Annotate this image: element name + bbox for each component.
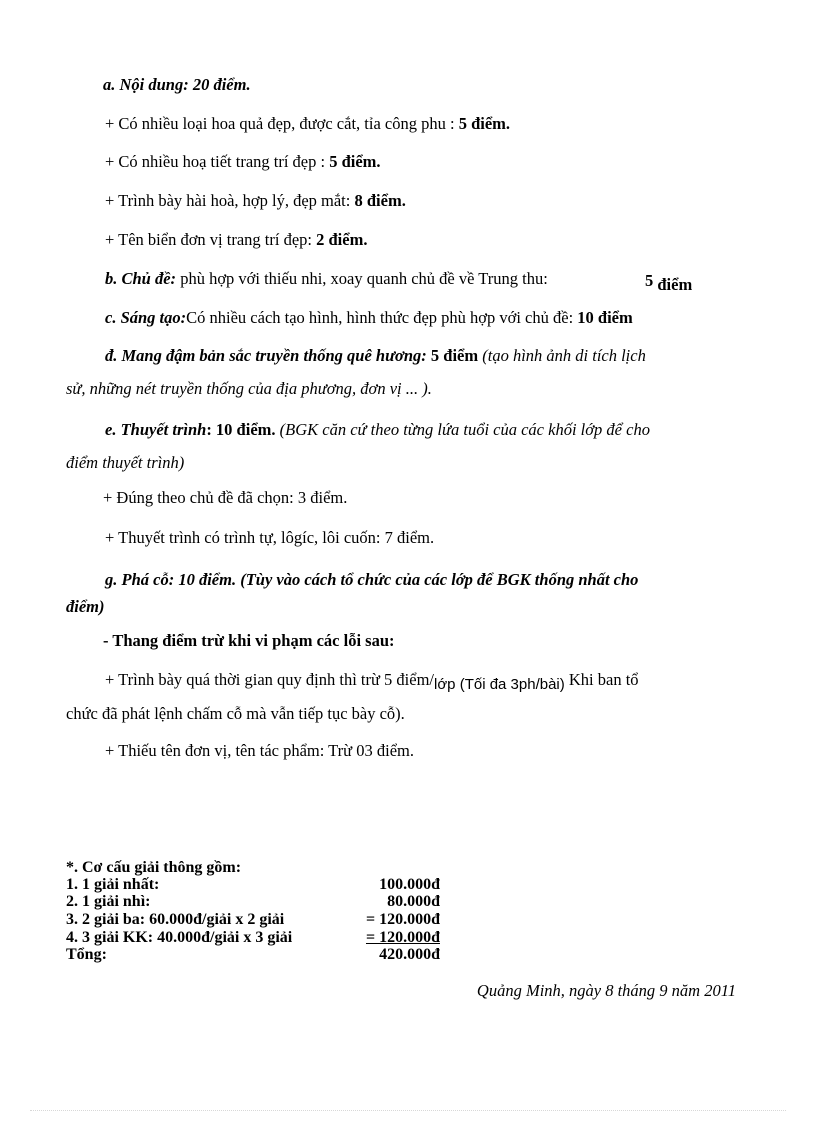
criterion-e1: + Đúng theo chủ đề đã chọn: 3 điểm. [103,488,348,507]
section-b-points-num: 5 [645,271,654,290]
prize-row-2-label: 2. 1 giải nhì: [66,893,151,910]
prize-total-label: Tổng: [66,946,107,963]
section-d-note-2: sử, những nét truyền thống của địa phương, đơn vị ... ). [66,379,432,398]
section-b-label: b. Chủ đề: [105,269,177,288]
section-e-points: : 10 điểm. [206,420,276,439]
section-e-note-1: (BGK căn cứ theo từng lứa tuổi của các khối lớp để cho [279,420,650,439]
section-a-title: a. Nội dung: 20 điểm. [103,75,251,94]
deduction-1-part-c: Khi ban tổ [568,670,639,689]
deduction-1 [105,669,639,692]
prize-row-4-label: 4. 3 giải KK: 40.000đ/giải x 3 giải [66,929,293,946]
criterion-a3 [105,190,406,212]
section-b-text: phù hợp với thiếu nhi, xoay quanh chủ đề về Trung thu: [180,269,548,288]
section-e [105,419,650,441]
criterion-a1-text: + Có nhiều loại hoa quả đẹp, được cắt, tỉa công phu : [105,114,455,133]
deduction-1-part-b: lớp (Tối đa 3ph/bài) [434,676,565,693]
section-c-points: 10 điểm [577,308,633,327]
prize-row-1-label: 1. 1 giải nhất: [66,876,160,893]
prize-row-2-amount: 80.000đ [387,893,440,910]
section-b [105,268,548,290]
criterion-a4 [105,229,367,251]
section-c-text: Có nhiều cách tạo hình, hình thức đẹp phù hợp với chủ đề: [186,308,574,327]
deduction-1-part-a: + Trình bày quá thời gian quy định thì trừ 5 điểm/ [105,670,435,689]
section-d-note-1: (tạo hình ảnh di tích lịch [482,346,646,365]
section-b-points [645,270,692,292]
criterion-a2 [105,151,381,173]
criterion-a2-points: 5 điểm. [329,152,381,171]
deduction-2: + Thiếu tên đơn vị, tên tác phẩm: Trừ 03 điểm. [105,741,414,760]
criterion-a3-text: + Trình bày hài hoà, hợp lý, đẹp mắt: [105,191,351,210]
prize-row-1-amount: 100.000đ [379,876,440,893]
section-g-note-1: (Tùy vào cách tổ chức của các lớp để BGK thống nhất cho [240,570,639,589]
section-g-note-2: điểm) [66,597,105,616]
prize-row-3-amount: = 120.000đ [365,911,440,928]
criterion-a1-points: 5 điểm. [458,114,511,133]
section-d [105,345,646,367]
prize-row-4-amount: = 120.000đ [365,929,440,946]
section-e-note-2: điểm thuyết trình) [66,453,185,472]
section-g-label: g. Phá cỗ: 10 điểm. [105,570,237,589]
criterion-a4-points: 2 điểm. [316,230,368,249]
criterion-a4-text: + Tên biển đơn vị trang trí đẹp: [105,230,312,249]
section-g [105,569,638,591]
section-d-points: 5 điểm [430,346,479,365]
prize-structure-title: *. Cơ cấu giải thông gồm: [66,859,242,876]
deduction-title: - Thang điểm trừ khi vi phạm các lỗi sau: [103,631,395,650]
section-c [105,307,633,329]
page-bottom-divider [30,1110,786,1111]
section-b-points-unit: điểm [657,275,693,294]
criterion-e2: + Thuyết trình có trình tự, lôgíc, lôi cuốn: 7 điểm. [105,528,435,547]
criterion-a3-points: 8 điểm. [354,191,406,210]
deduction-1-line2: chức đã phát lệnh chấm cỗ mà vẫn tiếp tục bày cỗ). [66,704,405,723]
section-c-label: c. Sáng tạo: [105,308,187,327]
criterion-a2-text: + Có nhiều hoạ tiết trang trí đẹp : [105,152,326,171]
section-e-label: e. Thuyết trình [105,420,207,439]
prize-row-3-label: 3. 2 giải ba: 60.000đ/giải x 2 giải [66,911,285,928]
section-d-label: đ. Mang đậm bản sắc truyền thống quê hương: [105,346,427,365]
criterion-a1 [105,113,510,135]
prize-total-amount: 420.000đ [379,946,440,963]
date-signature-line: Quảng Minh, ngày 8 tháng 9 năm 2011 [476,981,736,1000]
